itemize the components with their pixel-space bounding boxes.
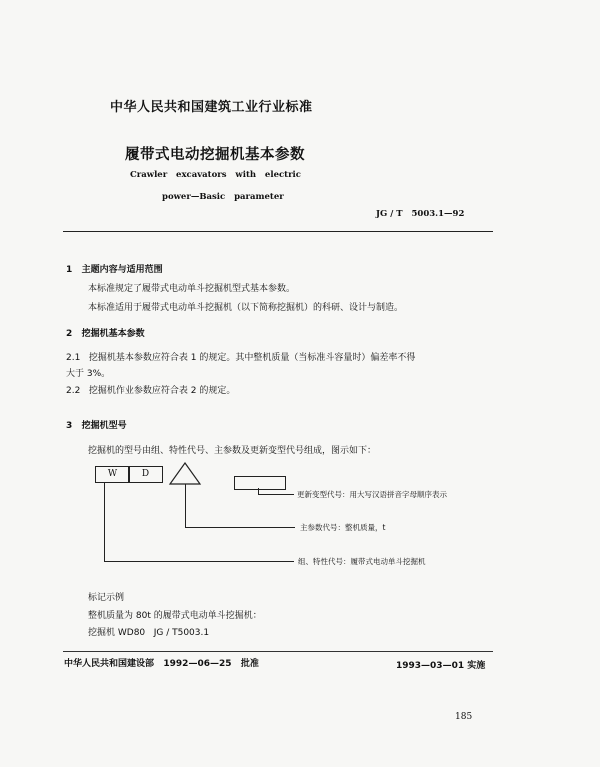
section-2-1-line-2: 大于 3%。 — [66, 369, 111, 379]
example-title: 标记示例 — [88, 593, 125, 603]
box-d: D — [128, 466, 163, 483]
update-code-label: 更新变型代号：用大写汉语拼音字母顺序表示 — [297, 490, 447, 499]
section-2-1-line-1: 2.1 挖掘机基本参数应符合表 1 的规定。其中整机质量（当标准斗容量时）偏差率不得 — [66, 353, 416, 363]
box-w: W — [95, 466, 130, 483]
main-parameter-triangle — [168, 462, 202, 486]
footer-rule — [63, 651, 493, 652]
example-line-1: 整机质量为 80t 的履带式电动单斗挖掘机： — [88, 611, 262, 621]
example-line-2: 挖掘机 WD80 JG / T5003.1 — [88, 628, 210, 638]
section-2-heading: 2 挖掘机基本参数 — [66, 329, 145, 339]
section-1-paragraph-2: 本标准适用于履带式电动单斗挖掘机（以下简称挖掘机）的科研、设计与制造。 — [88, 303, 404, 313]
section-3-intro: 挖掘机的型号由组、特性代号、主参数及更新变型代号组成，图示如下： — [88, 446, 377, 456]
english-title-line-2: power—Basic parameter — [162, 192, 284, 202]
section-3-heading: 3 挖掘机型号 — [66, 421, 127, 431]
approval-line: 中华人民共和国建设部 1992—06—25 批准 — [64, 659, 259, 669]
standard-organization: 中华人民共和国建筑工业行业标准 — [110, 100, 313, 115]
page-number: 185 — [455, 712, 473, 722]
main-parameter-label: 主参数代号：整机质量，t — [300, 523, 386, 532]
effective-date: 1993—03—01 实施 — [396, 661, 486, 671]
document-title: 履带式电动挖掘机基本参数 — [125, 147, 305, 163]
group-code-label: 组、特性代号：履带式电动单斗挖掘机 — [298, 557, 426, 566]
section-1-paragraph-1: 本标准规定了履带式电动单斗挖掘机型式基本参数。 — [88, 284, 296, 294]
section-1-heading: 1 主题内容与适用范围 — [66, 265, 163, 275]
header-rule — [63, 231, 493, 232]
english-title-line-1: Crawler excavators with electric — [130, 170, 301, 180]
standard-code: JG / T 5003.1—92 — [376, 209, 465, 219]
update-code-box — [234, 476, 286, 490]
section-2-2: 2.2 挖掘机作业参数应符合表 2 的规定。 — [66, 386, 236, 396]
